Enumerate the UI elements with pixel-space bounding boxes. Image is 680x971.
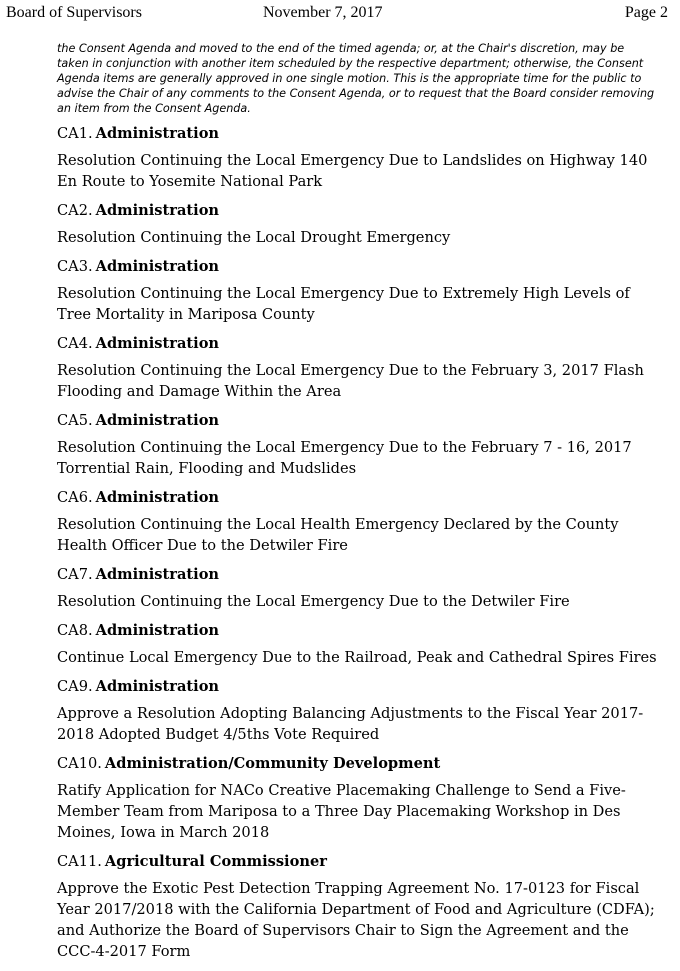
agenda-item-heading	[57, 201, 657, 221]
agenda-item-description: Resolution Continuing the Local Emergency Due to the Detwiler Fire	[57, 593, 570, 610]
agenda-item-heading	[57, 257, 657, 277]
agenda-item-heading	[57, 334, 657, 354]
agenda-item-description: Approve the Exotic Pest Detection Trapping Agreement No. 17-0123 for Fiscal Year 2017/2018 with the California Department of Food and Agriculture (CDFA); and Authorize the Board of Supervisors Chair to Sign the Agreement and the CCC-4-2017 Form	[57, 880, 655, 960]
agenda-item-number: CA3.	[57, 258, 93, 275]
agenda-item-department: Agricultural Commissioner	[104, 853, 327, 870]
agenda-item-number: CA9.	[57, 678, 93, 695]
agenda-item-number: CA2.	[57, 202, 93, 219]
agenda-item-department: Administration	[95, 125, 220, 142]
header-board-title: Board of Supervisors	[6, 4, 142, 21]
agenda-item	[57, 488, 657, 556]
agenda-item-department: Administration	[95, 566, 220, 583]
agenda-item	[57, 754, 657, 843]
agenda-item-heading	[57, 488, 657, 508]
agenda-item-heading	[57, 565, 657, 585]
agenda-item-heading	[57, 754, 657, 774]
agenda-item-department: Administration	[95, 622, 220, 639]
agenda-item	[57, 852, 657, 962]
agenda-item	[57, 201, 657, 248]
agenda-item-department: Administration	[95, 202, 220, 219]
agenda-item-heading	[57, 852, 657, 872]
agenda-item-heading	[57, 411, 657, 431]
agenda-item	[57, 257, 657, 325]
agenda-item-department: Administration/Community Development	[104, 755, 441, 772]
agenda-item-number: CA8.	[57, 622, 93, 639]
agenda-item-department: Administration	[95, 678, 220, 695]
agenda-item-number: CA10.	[57, 755, 102, 772]
agenda-item-department: Administration	[95, 335, 220, 352]
agenda-item-number: CA5.	[57, 412, 93, 429]
agenda-item-department: Administration	[95, 412, 220, 429]
consent-agenda-list	[57, 124, 657, 971]
agenda-item	[57, 677, 657, 745]
agenda-item-description: Resolution Continuing the Local Health Emergency Declared by the County Health Officer Due to the Detwiler Fire	[57, 516, 619, 554]
header-meeting-date: November 7, 2017	[263, 4, 383, 21]
agenda-item-description: Resolution Continuing the Local Emergency Due to Extremely High Levels of Tree Mortality in Mariposa County	[57, 285, 630, 323]
header-page-number: Page 2	[624, 4, 668, 21]
agenda-item-description: Ratify Application for NACo Creative Placemaking Challenge to Send a Five-Member Team from Mariposa to a Three Day Placemaking Workshop in Des Moines, Iowa in March 2018	[57, 782, 626, 841]
agenda-item-number: CA7.	[57, 566, 93, 583]
agenda-item-heading	[57, 677, 657, 697]
agenda-item-department: Administration	[95, 489, 220, 506]
page-header	[0, 0, 680, 26]
agenda-item-description: Continue Local Emergency Due to the Railroad, Peak and Cathedral Spires Fires	[57, 649, 657, 666]
consent-agenda-intro: the Consent Agenda and moved to the end of the timed agenda; or, at the Chair's discretion, may be taken in conjunction with another item scheduled by the respective department; otherwise, the Consent Agenda items are generally approved in one single motion. This is the appropriate time for the public to advise the Chair of any comments to the Consent Agenda, or to request that the Board consider removing an item from the Consent Agenda.	[57, 42, 655, 115]
agenda-item-description: Resolution Continuing the Local Drought Emergency	[57, 229, 451, 246]
agenda-item-description: Approve a Resolution Adopting Balancing Adjustments to the Fiscal Year 2017-2018 Adopted Budget 4/5ths Vote Required	[57, 705, 644, 743]
agenda-item-description: Resolution Continuing the Local Emergency Due to Landslides on Highway 140 En Route to Yosemite National Park	[57, 152, 648, 190]
agenda-item	[57, 411, 657, 479]
agenda-item-description: Resolution Continuing the Local Emergency Due to the February 3, 2017 Flash Flooding and Damage Within the Area	[57, 362, 644, 400]
agenda-item-description: Resolution Continuing the Local Emergency Due to the February 7 - 16, 2017 Torrential Rain, Flooding and Mudslides	[57, 439, 632, 477]
agenda-item	[57, 565, 657, 612]
agenda-item-department: Administration	[95, 258, 220, 275]
agenda-item-heading	[57, 621, 657, 641]
agenda-item	[57, 334, 657, 402]
agenda-item-heading	[57, 124, 657, 144]
agenda-item-number: CA11.	[57, 853, 102, 870]
agenda-item-number: CA4.	[57, 335, 93, 352]
agenda-item-number: CA6.	[57, 489, 93, 506]
agenda-item	[57, 621, 657, 668]
agenda-item-number: CA1.	[57, 125, 93, 142]
agenda-item	[57, 124, 657, 192]
